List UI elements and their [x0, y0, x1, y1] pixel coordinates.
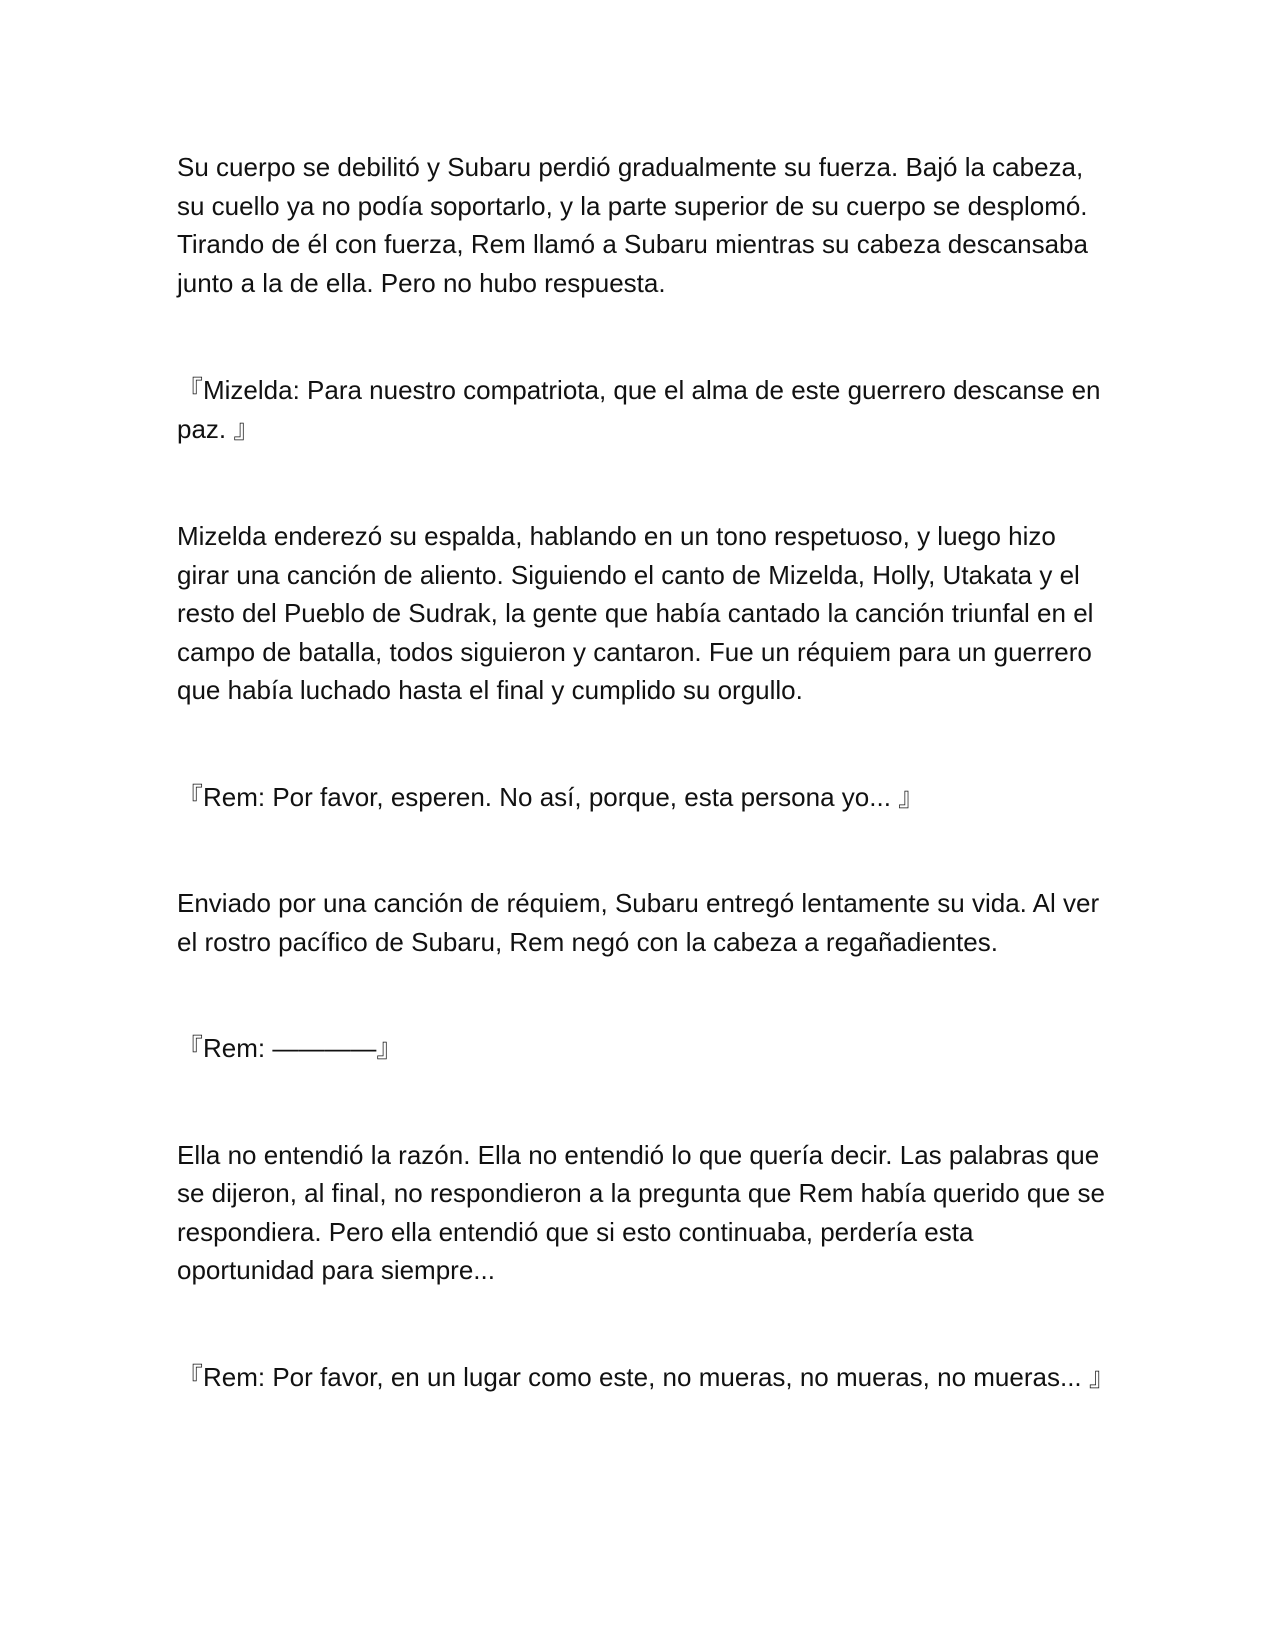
- dialogue-line-rem-3: 『Rem: Por favor, en un lugar como este, no mueras, no mueras, no mueras... 』: [177, 1361, 1115, 1392]
- document-body: [177, 148, 1115, 1396]
- narration-paragraph-1: Su cuerpo se debilitó y Subaru perdió gradualmente su fuerza. Bajó la cabeza, su cuello ya no podía soportarlo, y la parte superior de su cuerpo se desplomó. Tirando de él con fuerza, Rem llamó a Subaru mientras su cabeza descansaba junto a la de ella. Pero no hubo respuesta.: [177, 152, 1088, 298]
- narration-paragraph-4: Ella no entendió la razón. Ella no entendió lo que quería decir. Las palabras que se dijeron, al final, no respondieron a la pregunta que Rem había querido que se respondiera. Pero ella entendió que si esto continuaba, perdería esta oportunidad para siempre...: [177, 1139, 1105, 1285]
- narration-paragraph-2: Mizelda enderezó su espalda, hablando en un tono respetuoso, y luego hizo girar una canción de aliento. Siguiendo el canto de Mizelda, Holly, Utakata y el resto del Pueblo de Sudrak, la gente que había cantado la canción triunfal en el campo de batalla, todos siguieron y cantaron. Fue un réquiem para un guerrero que había luchado hasta el final y cumplido su orgullo.: [177, 521, 1094, 705]
- narration-paragraph-3: Enviado por una canción de réquiem, Subaru entregó lentamente su vida. Al ver el rostro pacífico de Subaru, Rem negó con la cabeza a regañadientes.: [177, 888, 1100, 957]
- dialogue-line-rem-1: 『Rem: Por favor, esperen. No así, porque, esta persona yo... 』: [177, 781, 925, 812]
- dialogue-line-mizelda: 『Mizelda: Para nuestro compatriota, que el alma de este guerrero descanse en paz. 』: [177, 375, 1101, 444]
- dialogue-line-rem-2: 『Rem: ————』: [177, 1033, 403, 1063]
